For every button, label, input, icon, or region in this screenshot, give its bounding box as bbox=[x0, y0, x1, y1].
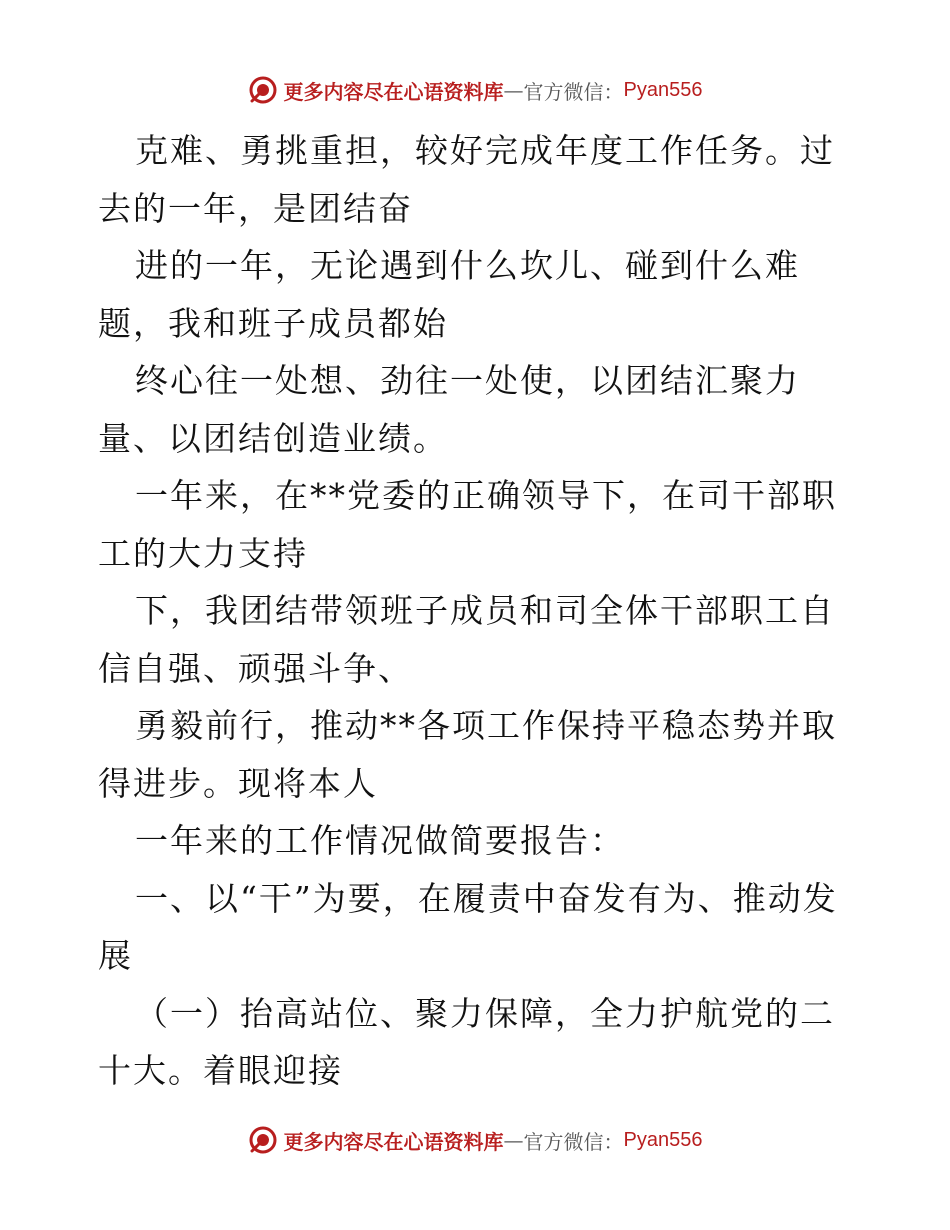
document-body bbox=[98, 122, 858, 1100]
paragraph: 克难、勇挑重担，较好完成年度工作任务。过去的一年，是团结奋 bbox=[98, 131, 835, 228]
watermark-banner-bottom bbox=[0, 1120, 950, 1160]
watermark-dash: — bbox=[503, 1128, 524, 1152]
pen-logo-icon bbox=[248, 75, 278, 105]
section-heading: 一、以“干”为要，在履责中奋发有为、推动发展 bbox=[98, 878, 838, 975]
watermark-wechat-id: Pyan556 bbox=[623, 78, 703, 101]
paragraph: 勇毅前行，推动**各项工作保持平稳态势并取得进步。现将本人 bbox=[98, 706, 837, 803]
paragraph: 一年来的工作情况做简要报告： bbox=[135, 821, 625, 860]
watermark-main-text: 更多内容尽在心语资料库 bbox=[283, 1129, 504, 1154]
watermark-sub-text: 官方微信： bbox=[523, 79, 624, 104]
watermark-banner-top bbox=[0, 70, 950, 110]
watermark-wechat-id: Pyan556 bbox=[623, 1128, 703, 1151]
paragraph: 一年来，在**党委的正确领导下，在司干部职工的大力支持 bbox=[98, 476, 837, 573]
watermark-sub-text: 官方微信： bbox=[523, 1129, 624, 1154]
watermark-dash: — bbox=[503, 78, 524, 102]
watermark-main-text: 更多内容尽在心语资料库 bbox=[283, 79, 504, 104]
paragraph: 终心往一处想、劲往一处使，以团结汇聚力量、以团结创造业绩。 bbox=[98, 361, 800, 458]
paragraph: 下，我团结带领班子成员和司全体干部职工自信自强、顽强斗争、 bbox=[98, 591, 835, 688]
paragraph: 进的一年，无论遇到什么坎儿、碰到什么难题，我和班子成员都始 bbox=[98, 246, 800, 343]
pen-logo-icon bbox=[248, 1125, 278, 1155]
subsection-heading: （一）抬高站位、聚力保障，全力护航党的二十大。着眼迎接 bbox=[98, 993, 835, 1090]
